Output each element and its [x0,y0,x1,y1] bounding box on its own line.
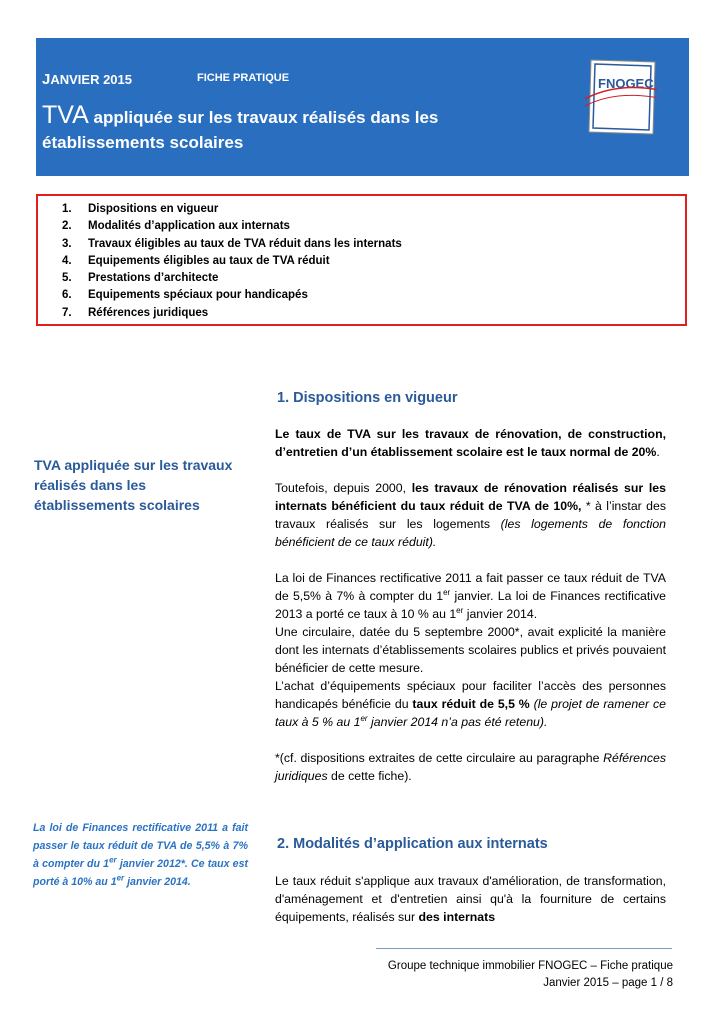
toc-item[interactable]: 4. Equipements éligibles au taux de TVA réduit [62,254,330,267]
document-type: FICHE PRATIQUE [197,72,290,84]
paragraph: Une circulaire, datée du 5 septembre 2000*, avait explicité la manière dont les internats d’établissements scolaires publics et privés pouvaient bénéficier de cette mesure. [275,625,666,675]
section-heading-2: 2. Modalités d’application aux internats [277,836,548,852]
toc-item[interactable]: 5. Prestations d’architecte [62,272,219,285]
toc-item[interactable]: 3. Travaux éligibles au taux de TVA réduit dans les internats [62,237,402,250]
toc-item[interactable]: 1. Dispositions en vigueur [62,203,219,215]
side-title: TVA appliquée sur les travaux réalisés dans les établissements scolaires [34,457,233,513]
logo-text: FNOGEC [598,76,654,91]
document-date: JANVIER 2015 [42,71,132,88]
section-1-body [275,425,666,785]
toc-item[interactable]: 7. Références juridiques [62,306,209,319]
paragraph: La loi de Finances rectificative 2011 a fait passer ce taux réduit de TVA de 5,5% à 7% à compter du 1er janvier. La loi de Finances rectificative 2013 a porté ce taux à 10 % au 1er janvier 2014. [275,571,666,621]
paragraph: Le taux réduit s'applique aux travaux d'amélioration, de transformation, d'aménagement et d'entretien ainsi qu'à la fourniture de certains équipements, réalisés sur des internats [275,874,666,924]
paragraph: Toutefois, depuis 2000, les travaux de rénovation réalisés sur les internats bénéficient du taux réduit de TVA de 10%, * à l’instar des travaux réalisés sur les logements (les logements de fonction bénéficient de ce taux réduit). [275,481,666,549]
footer-divider [376,948,672,949]
toc-item[interactable]: 6. Equipements spéciaux pour handicapés [62,289,308,302]
footer-page-number: Janvier 2015 – page 1 / 8 [543,977,673,989]
table-of-contents [36,194,687,326]
paragraph: *(cf. dispositions extraites de cette circulaire au paragraphe Références juridiques de cette fiche). [275,751,666,783]
page-title: TVA appliquée sur les travaux réalisés dans les établissements scolaires [42,101,439,152]
paragraph: L’achat d’équipements spéciaux pour faciliter l’accès des personnes handicapés bénéficie du taux réduit de 5,5 % (le projet de ramener ce taux à 5 % au 1er janvier 2014 n’a pas été retenu). [275,679,666,729]
section-2-body [275,872,666,926]
fnogec-logo [585,58,657,136]
section-heading-1: 1. Dispositions en vigueur [277,390,458,406]
side-note: La loi de Finances rectificative 2011 a fait passer le taux réduit de TVA de 5,5% à 7% à compter du 1er janvier 2012*. Ce taux est porté à 10% au 1er janvier 2014. [33,822,248,888]
footer-line-1: Groupe technique immobilier FNOGEC – Fiche pratique [387,960,673,972]
paragraph: Le taux de TVA sur les travaux de rénovation, de construction, d’entretien d’un établissement scolaire est le taux normal de 20%. [275,427,666,459]
toc-item[interactable]: 2. Modalités d’application aux internats [62,220,290,233]
